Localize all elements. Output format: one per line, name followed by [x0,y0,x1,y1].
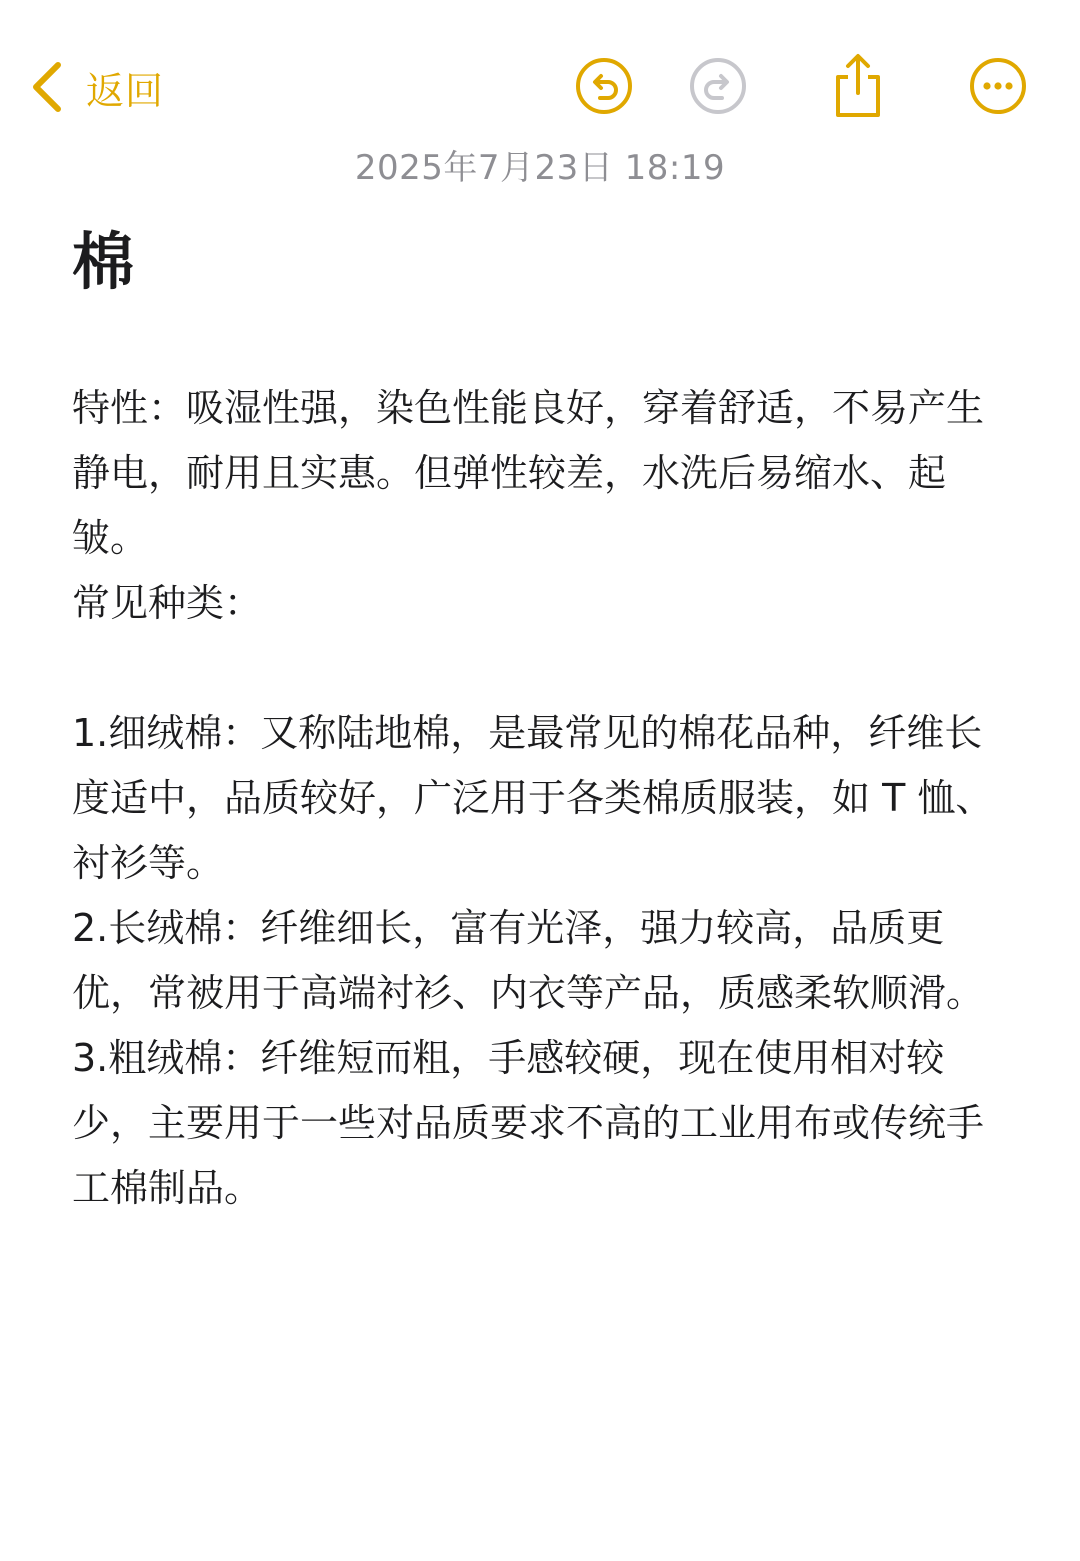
paragraph-fine-cotton: 1.细绒棉：又称陆地棉，是最常见的棉花品种，纤维长度适中，品质较好，广泛用于各类棉质服装，如 T 恤、衬衫等。 [72,711,994,885]
note-body[interactable] [72,376,1012,1221]
undo-button[interactable] [574,56,634,116]
blank-line [72,636,1012,701]
more-icon [968,56,1028,116]
share-button[interactable] [828,56,888,116]
note-title[interactable]: 棉 [72,225,135,298]
undo-icon [574,56,634,116]
redo-button[interactable] [688,56,748,116]
more-button[interactable] [968,56,1028,116]
paragraph-long-staple-cotton: 2.长绒棉：纤维细长，富有光泽，强力较高，品质更优，常被用于高端衬衫、内衣等产品，质感柔软顺滑。 [72,906,985,1015]
paragraph-coarse-cotton: 3.粗绒棉：纤维短而粗，手感较硬，现在使用相对较少，主要用于一些对品质要求不高的工业用布或传统手工棉制品。 [72,1036,985,1210]
paragraph-properties: 特性：吸湿性强，染色性能良好，穿着舒适，不易产生静电，耐用且实惠。但弹性较差，水洗后易缩水、起皱。 [72,386,985,560]
share-icon [828,53,888,119]
paragraph-types-heading: 常见种类： [72,581,263,625]
back-label: 返回 [86,68,165,113]
chevron-left-icon [30,61,64,113]
back-button[interactable] [30,52,164,122]
note-timestamp: 2025年7月23日 18:19 [354,148,726,188]
toolbar [0,0,1080,140]
redo-icon [688,56,748,116]
